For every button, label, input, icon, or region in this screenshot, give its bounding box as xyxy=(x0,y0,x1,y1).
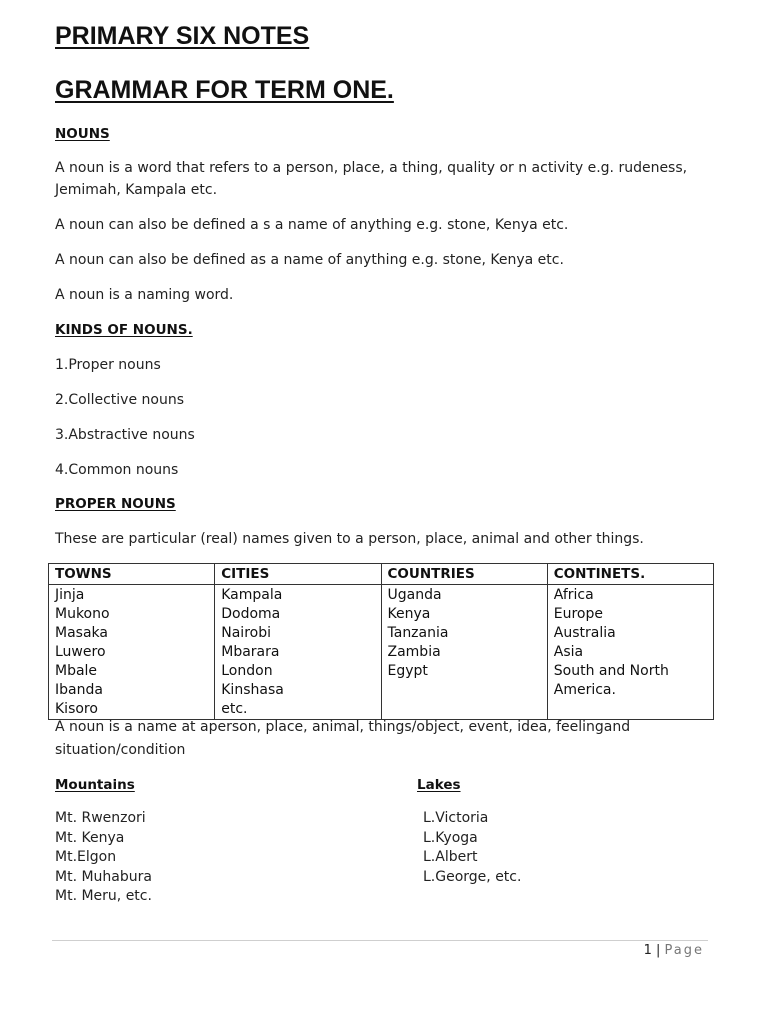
list-item: Mt. Meru, etc. xyxy=(55,888,152,904)
table-cell-item: Africa xyxy=(553,587,594,603)
document-subtitle: GRAMMAR FOR TERM ONE. xyxy=(55,76,394,104)
list-item: Mt. Muhabura xyxy=(55,868,152,885)
table-cell-item: Dodoma xyxy=(221,606,281,622)
proper-nouns-heading: PROPER NOUNS xyxy=(55,496,176,512)
noun-definition-extended-line1: A noun is a name at aperson, place, animal, things/object, event, idea, feelingand xyxy=(55,719,631,735)
page-label: Page xyxy=(664,943,704,958)
noun-naming-word: A noun is a naming word. xyxy=(55,287,234,303)
table-cell-item: Kampala xyxy=(221,587,283,603)
page-footer xyxy=(644,943,704,958)
table-cell-item: Nairobi xyxy=(221,625,271,641)
column-header-cities: CITIES xyxy=(215,564,381,585)
mountains-heading: Mountains xyxy=(55,777,135,793)
proper-nouns-definition: These are particular (real) names given to a person, place, animal and other things. xyxy=(55,531,644,547)
table-cell-item: Ibanda xyxy=(55,682,103,698)
lakes-list xyxy=(423,809,521,887)
table-cell-item: etc. xyxy=(221,701,248,717)
table-cell-item: London xyxy=(221,663,273,679)
mountains-list xyxy=(55,809,152,907)
table-cell-item: Egypt xyxy=(387,663,428,679)
table-cell-item: Europe xyxy=(553,606,603,622)
noun-definition-alt-2: A noun can also be defined as a name of anything e.g. stone, Kenya etc. xyxy=(55,252,564,268)
table-cell-item: Zambia xyxy=(387,644,441,660)
table-header-row xyxy=(49,564,714,585)
noun-definition-extended-line2: situation/condition xyxy=(55,742,186,758)
list-item: L.Kyoga xyxy=(423,829,478,846)
countries-cell xyxy=(381,585,547,720)
table-row xyxy=(49,585,714,720)
column-header-towns: TOWNS xyxy=(49,564,215,585)
lakes-heading: Lakes xyxy=(417,777,461,793)
table-cell-item: Luwero xyxy=(55,644,106,660)
kind-item: 3.Abstractive nouns xyxy=(55,427,195,443)
page-number: 1 xyxy=(643,943,652,958)
table-cell-item: South and North xyxy=(553,663,669,679)
table-cell-item: Masaka xyxy=(55,625,108,641)
table-cell-item: Kinshasa xyxy=(221,682,284,698)
table-cell-item: Tanzania xyxy=(387,625,449,641)
continents-cell xyxy=(547,585,713,720)
list-item: L.Albert xyxy=(423,849,478,865)
table-cell-item: Uganda xyxy=(387,587,442,603)
column-header-countries: COUNTRIES xyxy=(381,564,547,585)
cities-cell xyxy=(215,585,381,720)
table-cell-item: Kenya xyxy=(387,606,431,622)
noun-definition-paragraph: A noun is a word that refers to a person, place, a thing, quality or n activity e.g. rudeness, Jemimah, Kampala etc. xyxy=(55,160,688,198)
kinds-of-nouns-heading: KINDS OF NOUNS. xyxy=(55,322,193,338)
table-cell-item: Mbarara xyxy=(221,644,280,660)
kind-item: 2.Collective nouns xyxy=(55,392,184,408)
noun-definition-alt-1: A noun can also be defined a s a name of anything e.g. stone, Kenya etc. xyxy=(55,217,569,233)
kind-item: 4.Common nouns xyxy=(55,462,179,478)
table-cell-item: Asia xyxy=(553,644,584,660)
proper-nouns-table xyxy=(48,563,714,720)
nouns-heading: NOUNS xyxy=(55,126,110,142)
list-item: L.George, etc. xyxy=(423,868,522,885)
towns-cell xyxy=(49,585,215,720)
list-item: L.Victoria xyxy=(423,810,489,826)
table-cell-item: Kisoro xyxy=(55,701,98,717)
table-cell-item: America. xyxy=(553,682,616,698)
list-item: Mt.Elgon xyxy=(55,849,117,865)
list-item: Mt. Rwenzori xyxy=(55,810,146,826)
table-cell-item: Australia xyxy=(553,625,616,641)
table-cell-item: Jinja xyxy=(55,587,85,603)
document-title: PRIMARY SIX NOTES xyxy=(55,22,310,50)
column-header-continents: CONTINETS. xyxy=(547,564,713,585)
footer-separator: | xyxy=(655,943,661,958)
kind-item: 1.Proper nouns xyxy=(55,357,161,373)
list-item: Mt. Kenya xyxy=(55,829,125,846)
table-cell-item: Mukono xyxy=(55,606,110,622)
table-cell-item: Mbale xyxy=(55,663,98,679)
footer-divider xyxy=(52,940,708,941)
